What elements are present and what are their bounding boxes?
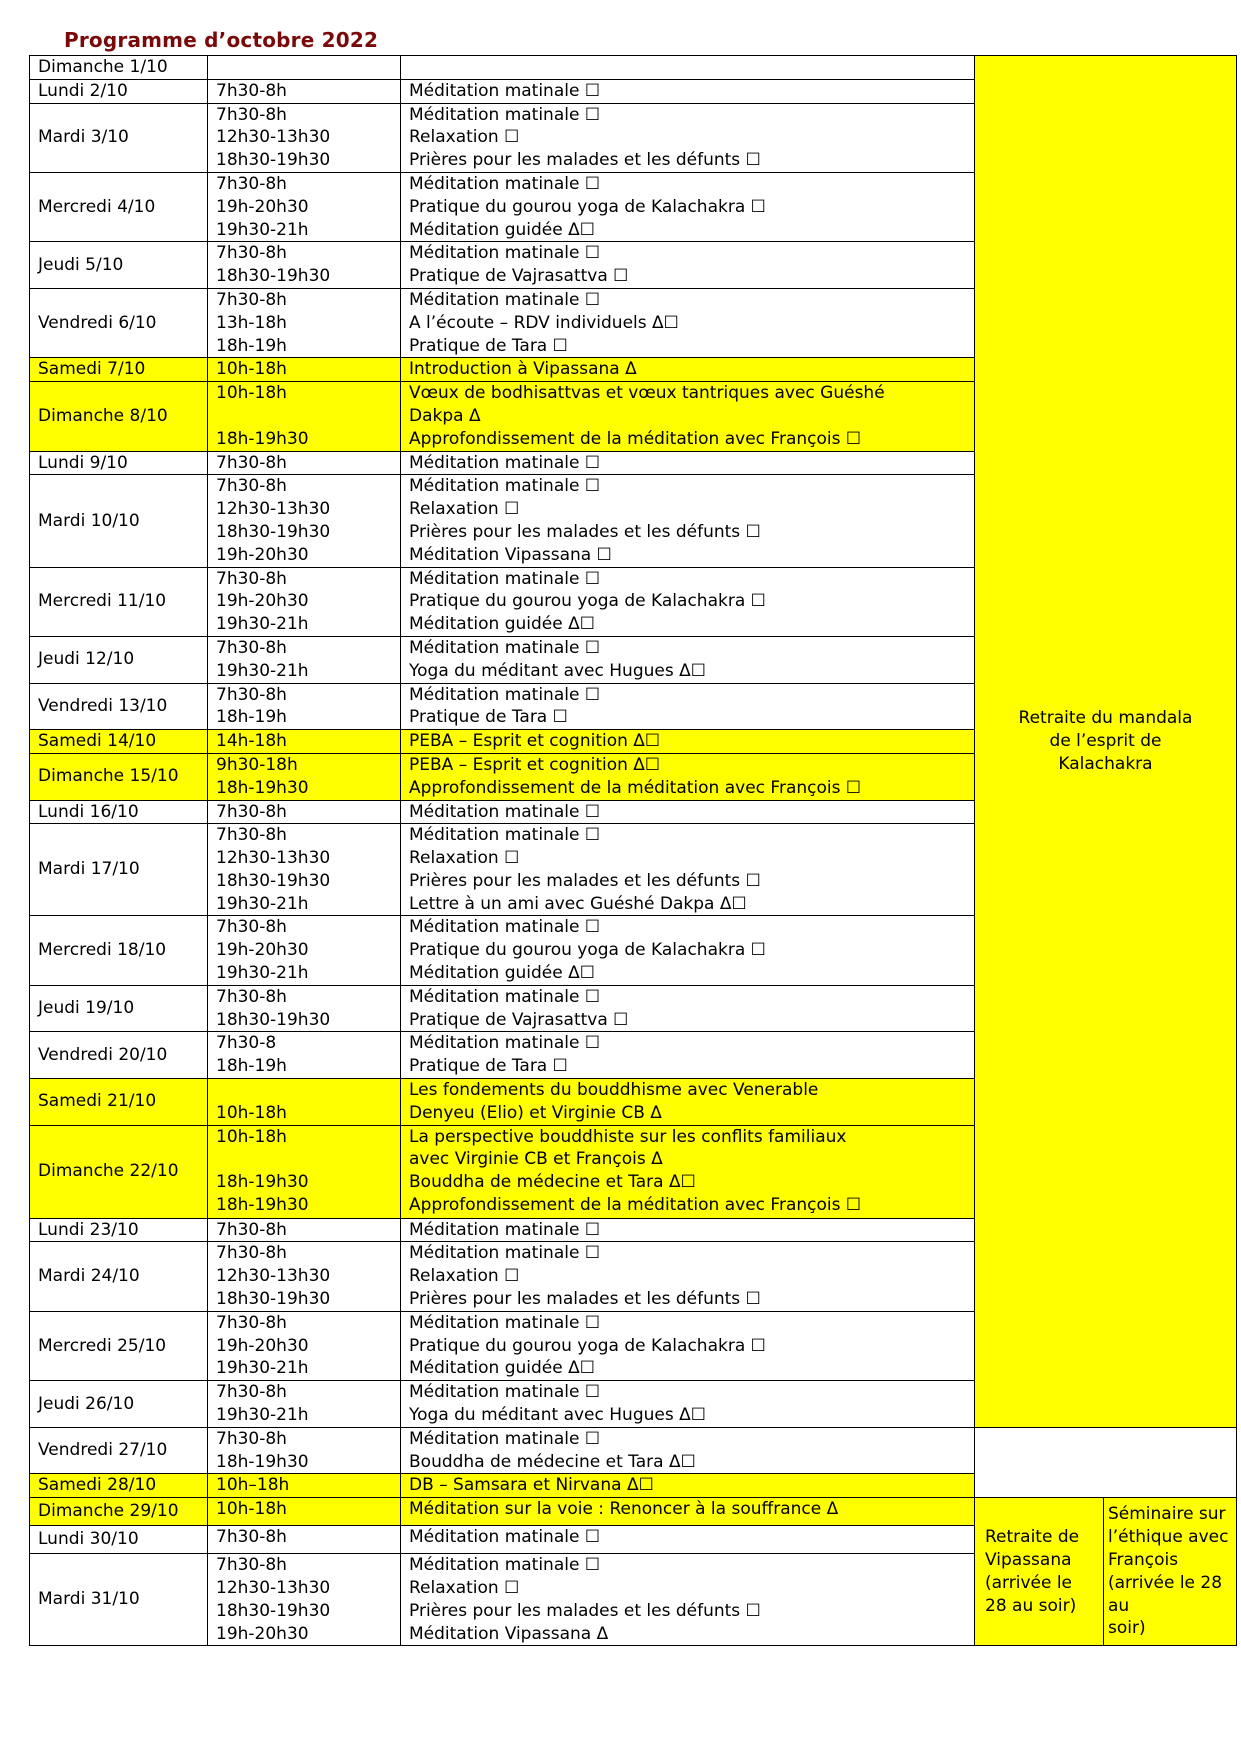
activity-item: Méditation guidée Δ☐ (409, 963, 595, 984)
activity-item: Yoga du méditant avec Hugues Δ☐ (409, 1405, 706, 1426)
activity-cell (401, 985, 975, 1032)
day-cell: Lundi 2/10 (30, 79, 208, 103)
time-cell (208, 1381, 401, 1428)
time-cell (208, 1125, 401, 1218)
time-slot: 7h30-8 (216, 1033, 277, 1054)
time-cell (208, 382, 401, 451)
day-cell: Samedi 7/10 (30, 358, 208, 382)
time-slot: 10h-18h (216, 1499, 287, 1520)
time-slot: 7h30-8h (216, 173, 287, 194)
time-cell (208, 1526, 401, 1554)
time-slot: 18h30-19h30 (216, 266, 331, 287)
activity-item: Méditation matinale ☐ (409, 1033, 601, 1054)
ethics-seminar-cell (1104, 1498, 1237, 1646)
time-cell (208, 56, 401, 80)
day-cell: Jeudi 26/10 (30, 1381, 208, 1428)
activity-cell (401, 1427, 975, 1474)
time-slot: 18h-19h (216, 335, 287, 356)
activity-item: Yoga du méditant avec Hugues Δ☐ (409, 660, 706, 681)
activity-item: Méditation matinale ☐ (409, 80, 601, 101)
activity-item: DB – Samsara et Nirvana Δ☐ (409, 1475, 654, 1496)
time-slot: 10h-18h (216, 383, 287, 404)
time-slot: 7h30-8h (216, 476, 287, 497)
day-cell: Vendredi 6/10 (30, 288, 208, 357)
time-slot: 19h-20h30 (216, 940, 309, 961)
activity-item: avec Virginie CB et François Δ (409, 1149, 663, 1170)
activity-item: Méditation matinale ☐ (409, 801, 601, 822)
time-cell (208, 103, 401, 172)
time-slot: 7h30-8h (216, 1312, 287, 1333)
activity-item: Denyeu (Elio) et Virginie CB Δ (409, 1102, 662, 1123)
time-slot: 7h30-8h (216, 1382, 287, 1403)
page-title: Programme d’octobre 2022 (64, 28, 379, 52)
time-slot: 7h30-8h (216, 801, 287, 822)
empty-side-cell (975, 1427, 1237, 1497)
activity-item: PEBA – Esprit et cognition Δ☐ (409, 731, 661, 752)
time-cell (208, 730, 401, 754)
time-cell (208, 1427, 401, 1474)
time-slot: 18h-19h30 (216, 1172, 309, 1193)
day-cell: Lundi 30/10 (30, 1526, 208, 1554)
activity-item: Pratique de Tara ☐ (409, 335, 568, 356)
time-cell (208, 800, 401, 824)
time-slot: 18h-19h (216, 1056, 287, 1077)
activity-item: Introduction à Vipassana Δ (409, 359, 637, 380)
activity-cell (401, 79, 975, 103)
activity-cell (401, 358, 975, 382)
activity-cell (401, 1554, 975, 1646)
time-slot: 19h-20h30 (216, 1335, 309, 1356)
time-slot: 7h30-8h (216, 684, 287, 705)
activity-item: Approfondissement de la méditation avec François ☐ (409, 1195, 862, 1216)
time-cell (208, 79, 401, 103)
schedule-row (30, 1427, 1237, 1474)
time-slot: 13h-18h (216, 312, 287, 333)
activity-item (409, 56, 966, 79)
time-cell (208, 1311, 401, 1380)
time-slot: 7h30-8h (216, 568, 287, 589)
activity-item: Vœux de bodhisattvas et vœux tantriques avec Guéshé (409, 383, 885, 404)
time-cell (208, 1218, 401, 1242)
day-cell: Vendredi 13/10 (30, 683, 208, 730)
time-slot: 18h30-19h30 (216, 521, 331, 542)
activity-item: Dakpa Δ (409, 405, 481, 426)
activity-item: Pratique de Tara ☐ (409, 1056, 568, 1077)
activity-item: Méditation matinale ☐ (409, 289, 601, 310)
time-slot: 19h-20h30 (216, 544, 309, 565)
activity-item: Méditation Vipassana Δ (409, 1623, 609, 1644)
time-cell (208, 1498, 401, 1526)
day-cell: Jeudi 5/10 (30, 242, 208, 289)
activity-item: Pratique du gourou yoga de Kalachakra ☐ (409, 196, 766, 217)
day-cell: Samedi 21/10 (30, 1079, 208, 1126)
time-cell (208, 636, 401, 683)
activity-item: Prières pour les malades et les défunts ☐ (409, 1600, 761, 1621)
time-slot: 18h-19h30 (216, 777, 309, 798)
activity-item: Bouddha de médecine et Tara Δ☐ (409, 1172, 696, 1193)
kalachakra-retreat-cell (975, 56, 1237, 1428)
day-cell: Lundi 23/10 (30, 1218, 208, 1242)
day-cell: Jeudi 12/10 (30, 636, 208, 683)
activity-item: Méditation matinale ☐ (409, 684, 601, 705)
activity-item: A l’écoute – RDV individuels Δ☐ (409, 312, 679, 333)
time-slot (216, 405, 392, 428)
activity-item: Méditation matinale ☐ (409, 1527, 601, 1548)
time-slot: 19h30-21h (216, 660, 309, 681)
time-slot: 12h30-13h30 (216, 1578, 331, 1599)
activity-item: Les fondements du bouddhisme avec Venerable (409, 1080, 819, 1101)
activity-item: Bouddha de médecine et Tara Δ☐ (409, 1451, 696, 1472)
vipassana-retreat-label: Retraite de Vipassana (arrivée le 28 au soir) (985, 1527, 1080, 1616)
time-slot: 19h30-21h (216, 614, 309, 635)
day-cell: Mercredi 4/10 (30, 172, 208, 241)
day-cell: Dimanche 1/10 (30, 56, 208, 80)
time-slot: 18h30-19h30 (216, 150, 331, 171)
activity-item: Méditation matinale ☐ (409, 986, 601, 1007)
activity-item: Méditation guidée Δ☐ (409, 219, 595, 240)
activity-item: Prières pour les malades et les défunts ☐ (409, 150, 761, 171)
activity-item: Lettre à un ami avec Guéshé Dakpa Δ☐ (409, 893, 747, 914)
time-slot (216, 1079, 392, 1102)
time-slot: 19h-20h30 (216, 591, 309, 612)
kalachakra-retreat-label: Retraite du mandala de l’esprit de Kalachakra (1018, 708, 1193, 774)
time-cell (208, 288, 401, 357)
activity-cell (401, 1311, 975, 1380)
activity-cell (401, 636, 975, 683)
activity-cell (401, 567, 975, 636)
activity-item: Méditation guidée Δ☐ (409, 1358, 595, 1379)
day-cell: Mercredi 11/10 (30, 567, 208, 636)
activity-item: Méditation matinale ☐ (409, 568, 601, 589)
day-cell: Dimanche 8/10 (30, 382, 208, 451)
activity-item: Méditation matinale ☐ (409, 452, 601, 473)
activity-item: Méditation matinale ☐ (409, 173, 601, 194)
activity-cell (401, 1032, 975, 1079)
activity-item: Méditation matinale ☐ (409, 825, 601, 846)
time-slot: 19h30-21h (216, 1405, 309, 1426)
time-cell (208, 172, 401, 241)
time-slot: 7h30-8h (216, 104, 287, 125)
time-slot: 7h30-8h (216, 1219, 287, 1240)
activity-cell (401, 1242, 975, 1311)
time-slot: 19h30-21h (216, 893, 309, 914)
time-slot: 18h30-19h30 (216, 1600, 331, 1621)
schedule-table (29, 55, 1237, 1646)
schedule-row (30, 56, 1237, 80)
activity-item: Relaxation ☐ (409, 1578, 520, 1599)
time-cell (208, 567, 401, 636)
activity-item: Méditation Vipassana ☐ (409, 544, 612, 565)
day-cell: Dimanche 22/10 (30, 1125, 208, 1218)
time-slot: 7h30-8h (216, 1243, 287, 1264)
activity-cell (401, 103, 975, 172)
activity-item: Méditation matinale ☐ (409, 243, 601, 264)
time-slot: 18h30-19h30 (216, 1289, 331, 1310)
day-cell: Jeudi 19/10 (30, 985, 208, 1032)
day-cell: Mardi 31/10 (30, 1554, 208, 1646)
activity-cell (401, 242, 975, 289)
time-slot: 7h30-8h (216, 825, 287, 846)
time-slot: 7h30-8h (216, 986, 287, 1007)
activity-item: Approfondissement de la méditation avec François ☐ (409, 428, 862, 449)
time-slot: 7h30-8h (216, 80, 287, 101)
time-slot: 7h30-8h (216, 1428, 287, 1449)
activity-cell (401, 683, 975, 730)
day-cell: Dimanche 15/10 (30, 753, 208, 800)
day-cell: Samedi 14/10 (30, 730, 208, 754)
activity-item: Prières pour les malades et les défunts ☐ (409, 870, 761, 891)
day-cell: Vendredi 27/10 (30, 1427, 208, 1474)
activity-cell (401, 753, 975, 800)
activity-cell (401, 800, 975, 824)
time-cell (208, 985, 401, 1032)
activity-item: Méditation guidée Δ☐ (409, 614, 595, 635)
activity-cell (401, 172, 975, 241)
day-cell: Mardi 3/10 (30, 103, 208, 172)
time-slot: 7h30-8h (216, 452, 287, 473)
activity-item: Méditation matinale ☐ (409, 1219, 601, 1240)
activity-item: Pratique du gourou yoga de Kalachakra ☐ (409, 1335, 766, 1356)
activity-cell (401, 1079, 975, 1126)
time-cell (208, 475, 401, 567)
time-slot: 19h30-21h (216, 963, 309, 984)
day-cell: Mardi 17/10 (30, 824, 208, 916)
activity-item: Méditation matinale ☐ (409, 1243, 601, 1264)
time-slot (216, 56, 392, 79)
time-slot: 19h-20h30 (216, 196, 309, 217)
time-slot: 7h30-8h (216, 917, 287, 938)
activity-item: Méditation matinale ☐ (409, 1382, 601, 1403)
time-cell (208, 1474, 401, 1498)
activity-cell (401, 730, 975, 754)
time-slot: 12h30-13h30 (216, 127, 331, 148)
activity-cell (401, 1526, 975, 1554)
activity-item: Méditation sur la voie : Renoncer à la souffrance Δ (409, 1499, 839, 1520)
activity-item: Méditation matinale ☐ (409, 476, 601, 497)
activity-cell (401, 475, 975, 567)
activity-item: Relaxation ☐ (409, 1266, 520, 1287)
time-cell (208, 824, 401, 916)
activity-cell (401, 1474, 975, 1498)
activity-item: Méditation matinale ☐ (409, 1428, 601, 1449)
time-slot: 12h30-13h30 (216, 499, 331, 520)
time-slot: 10h-18h (216, 1102, 287, 1123)
activity-item: Approfondissement de la méditation avec François ☐ (409, 777, 862, 798)
time-slot: 7h30-8h (216, 289, 287, 310)
time-slot: 7h30-8h (216, 637, 287, 658)
time-slot: 18h30-19h30 (216, 1009, 331, 1030)
time-slot: 19h30-21h (216, 219, 309, 240)
activity-item: Pratique du gourou yoga de Kalachakra ☐ (409, 591, 766, 612)
activity-cell (401, 1125, 975, 1218)
time-cell (208, 916, 401, 985)
time-slot: 10h–18h (216, 1475, 290, 1496)
activity-cell (401, 1498, 975, 1526)
time-cell (208, 1242, 401, 1311)
day-cell: Dimanche 29/10 (30, 1498, 208, 1526)
activity-cell (401, 916, 975, 985)
activity-cell (401, 824, 975, 916)
day-cell: Vendredi 20/10 (30, 1032, 208, 1079)
activity-item: Méditation matinale ☐ (409, 1555, 601, 1576)
day-cell: Lundi 9/10 (30, 451, 208, 475)
activity-item: PEBA – Esprit et cognition Δ☐ (409, 754, 661, 775)
day-cell: Mercredi 18/10 (30, 916, 208, 985)
time-slot: 7h30-8h (216, 1555, 287, 1576)
activity-item: Méditation matinale ☐ (409, 104, 601, 125)
time-slot: 12h30-13h30 (216, 1266, 331, 1287)
time-slot (216, 1148, 392, 1171)
day-cell: Mercredi 25/10 (30, 1311, 208, 1380)
schedule-row (30, 1498, 1237, 1526)
time-cell (208, 753, 401, 800)
activity-item: Relaxation ☐ (409, 127, 520, 148)
time-slot: 12h30-13h30 (216, 848, 331, 869)
activity-cell (401, 382, 975, 451)
activity-item: Pratique de Vajrasattva ☐ (409, 266, 629, 287)
time-slot: 18h30-19h30 (216, 870, 331, 891)
time-cell (208, 1032, 401, 1079)
activity-item: Méditation matinale ☐ (409, 917, 601, 938)
activity-cell (401, 1218, 975, 1242)
activity-item: Relaxation ☐ (409, 499, 520, 520)
ethics-seminar-label: Séminaire sur l’éthique avec François (arrivée le 28 au soir) (1108, 1504, 1229, 1639)
activity-item: Pratique de Tara ☐ (409, 707, 568, 728)
time-cell (208, 358, 401, 382)
time-slot: 7h30-8h (216, 1527, 287, 1548)
time-slot: 14h-18h (216, 731, 287, 752)
activity-item: Méditation matinale ☐ (409, 637, 601, 658)
time-slot: 7h30-8h (216, 243, 287, 264)
time-slot: 10h-18h (216, 359, 287, 380)
time-cell (208, 451, 401, 475)
vipassana-retreat-cell (975, 1498, 1104, 1646)
activity-item: Prières pour les malades et les défunts ☐ (409, 1289, 761, 1310)
time-cell (208, 683, 401, 730)
time-slot: 10h-18h (216, 1126, 287, 1147)
activity-item: Pratique du gourou yoga de Kalachakra ☐ (409, 940, 766, 961)
time-cell (208, 1554, 401, 1646)
time-cell (208, 1079, 401, 1126)
activity-cell (401, 288, 975, 357)
time-slot: 18h-19h (216, 707, 287, 728)
activity-cell (401, 451, 975, 475)
day-cell: Mardi 24/10 (30, 1242, 208, 1311)
time-slot: 19h30-21h (216, 1358, 309, 1379)
time-slot: 19h-20h30 (216, 1623, 309, 1644)
activity-item: Pratique de Vajrasattva ☐ (409, 1009, 629, 1030)
time-cell (208, 242, 401, 289)
day-cell: Samedi 28/10 (30, 1474, 208, 1498)
day-cell: Mardi 10/10 (30, 475, 208, 567)
activity-cell (401, 1381, 975, 1428)
time-slot: 9h30-18h (216, 754, 298, 775)
time-slot: 18h-19h30 (216, 1451, 309, 1472)
activity-cell (401, 56, 975, 80)
activity-item: Méditation matinale ☐ (409, 1312, 601, 1333)
activity-item: Prières pour les malades et les défunts ☐ (409, 521, 761, 542)
activity-item: Relaxation ☐ (409, 848, 520, 869)
time-slot: 18h-19h30 (216, 428, 309, 449)
activity-item: La perspective bouddhiste sur les conflits familiaux (409, 1126, 847, 1147)
time-slot: 18h-19h30 (216, 1195, 309, 1216)
day-cell: Lundi 16/10 (30, 800, 208, 824)
